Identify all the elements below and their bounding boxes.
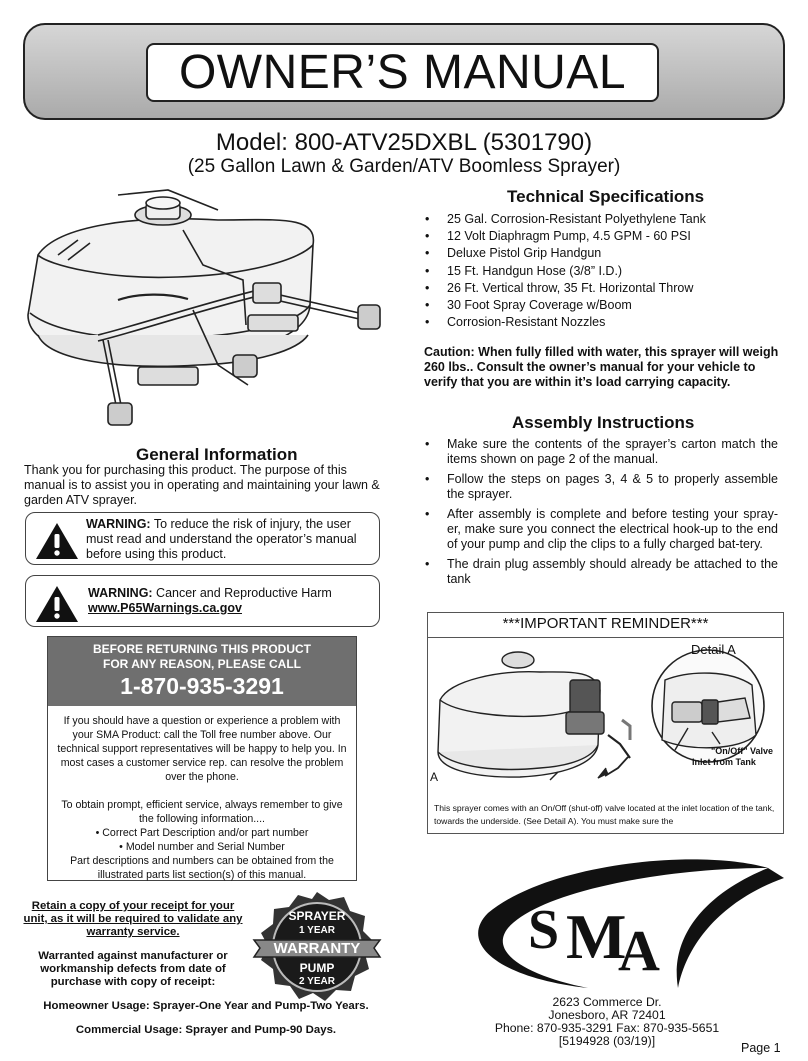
list-item: • 26 Ft. Vertical throw, 35 Ft. Horizontal Throw xyxy=(424,280,794,297)
warranted-note: Warranted against manufacturer or workmanship defects from date of purchase with copy of receipt: xyxy=(38,950,228,988)
valve-illustration xyxy=(430,640,782,802)
detail-a-label: Detail A xyxy=(691,642,736,657)
assembly-heading: Assembly Instructions xyxy=(512,413,695,432)
product-description: (25 Gallon Lawn & Garden/ATV Boomless Sprayer) xyxy=(187,156,621,177)
company-address xyxy=(462,996,752,1048)
support-paragraph: Part descriptions and numbers can be obtained from the illustrated parts list section(s) of this manual. xyxy=(70,855,334,881)
list-item: • Make sure the contents of the sprayer’s carton match the items shown on page 2 of the manual. xyxy=(424,437,778,467)
list-item: • Deluxe Pistol Grip Handgun xyxy=(424,245,794,262)
address-street: 2623 Commerce Dr. xyxy=(552,995,662,1009)
retain-receipt-note: Retain a copy of your receipt for your unit, as it will be required to validate any warranty service. xyxy=(23,900,243,938)
page-number: Page 1 xyxy=(741,1041,781,1055)
support-bullet: • Model number and Serial Number xyxy=(119,841,285,853)
sprayer-illustration xyxy=(18,185,413,445)
homeowner-usage: Homeowner Usage: Sprayer-One Year and Pump-Two Years. xyxy=(43,1000,369,1012)
support-line: BEFORE RETURNING THIS PRODUCT xyxy=(92,642,311,656)
tech-specs-list xyxy=(424,211,794,331)
assembly-list xyxy=(424,437,778,592)
support-paragraph: To obtain prompt, efficient service, always remember to give the following information.... xyxy=(61,799,343,825)
badge-text: 1 YEAR xyxy=(299,925,335,936)
divider xyxy=(428,637,783,638)
inlet-label: Inlet from Tank xyxy=(692,757,756,767)
support-line: FOR ANY REASON, PLEASE CALL xyxy=(102,657,302,671)
support-body xyxy=(48,706,356,882)
logo-letter: A xyxy=(618,918,660,983)
manual-title: OWNER’S MANUAL xyxy=(146,43,659,102)
list-item: • The drain plug assembly should already be attached to the tank xyxy=(424,557,778,587)
commercial-usage: Commercial Usage: Sprayer and Pump-90 Days. xyxy=(75,1024,337,1036)
list-item: • Corrosion-Resistant Nozzles xyxy=(424,314,794,331)
important-reminder-box xyxy=(427,612,784,834)
p65-link[interactable]: www.P65Warnings.ca.gov xyxy=(88,601,242,615)
address-phone-fax: Phone: 870-935-3291 Fax: 870-935-5651 xyxy=(494,1021,720,1035)
badge-text: WARRANTY xyxy=(273,940,361,957)
general-info-heading: General Information xyxy=(136,445,298,464)
warning-triangle-icon xyxy=(34,521,80,561)
arrow-a-label: A xyxy=(430,770,439,784)
logo-letter: M xyxy=(566,901,627,972)
badge-text: PUMP xyxy=(299,961,335,975)
sma-logo xyxy=(468,858,784,994)
support-box xyxy=(47,636,357,881)
reminder-title: ***IMPORTANT REMINDER*** xyxy=(502,615,709,632)
support-header xyxy=(48,637,356,706)
caution-note: Caution: When fully filled with water, this sprayer will weigh 260 lbs.. Consult the owner’s manual for your vehicle to verify that you are within it’s load carrying capacity. xyxy=(424,345,779,389)
address-city: Jonesboro, AR 72401 xyxy=(548,1008,666,1022)
support-paragraph: If you should have a question or experience a problem with your SMA Product: call the Toll free number above. Our technical support representatives will be happy to help you. In most cases a customer service rep. can resolve the problem over the phone. xyxy=(57,715,347,783)
list-item: • 25 Gal. Corrosion-Resistant Polyethylene Tank xyxy=(424,211,794,228)
badge-text: SPRAYER xyxy=(288,909,346,923)
warning-text: WARNING: Cancer and Reproductive Harm www.P65Warnings.ca.gov xyxy=(88,586,332,615)
general-info-text: Thank you for purchasing this product. The purpose of this manual is to assist you in operating and maintaining your lawn & garden ATV sprayer. xyxy=(24,463,380,507)
badge-text: 2 YEAR xyxy=(299,976,335,987)
warranty-badge xyxy=(252,890,382,1008)
model-number: Model: 800-ATV25DXBL (5301790) xyxy=(215,129,593,156)
list-item: • Follow the steps on pages 3, 4 & 5 to properly assemble the sprayer. xyxy=(424,472,778,502)
reminder-text: This sprayer comes with an On/Off (shut-off) valve located at the inlet location of the tank, towards the underside. (See Detail A). You must make sure the xyxy=(434,803,775,826)
warning-box-manual xyxy=(25,512,380,565)
warning-triangle-icon xyxy=(34,584,80,624)
tech-specs-heading: Technical Specifications xyxy=(507,187,705,206)
list-item: • 30 Foot Spray Coverage w/Boom xyxy=(424,297,794,314)
warning-box-prop65 xyxy=(25,575,380,627)
logo-letter: S xyxy=(528,899,560,961)
valve-label: "On/Off" Valve xyxy=(711,746,774,756)
list-item: • 12 Volt Diaphragm Pump, 4.5 GPM - 60 PSI xyxy=(424,228,794,245)
support-phone: 1-870-935-3291 xyxy=(120,673,284,699)
support-bullet: • Correct Part Description and/or part number xyxy=(95,827,309,839)
list-item: • After assembly is complete and before testing your spray-er, make sure you connect the electrical hook-up to the end of your pump and clip the clips to a fully charged bat-tery. xyxy=(424,507,778,552)
list-item: • 15 Ft. Handgun Hose (3/8” I.D.) xyxy=(424,263,794,280)
document-code: [5194928 (03/19)] xyxy=(558,1034,656,1048)
warning-text: WARNING: To reduce the risk of injury, the user must read and understand the operator’s manual before using this product. xyxy=(86,517,357,561)
